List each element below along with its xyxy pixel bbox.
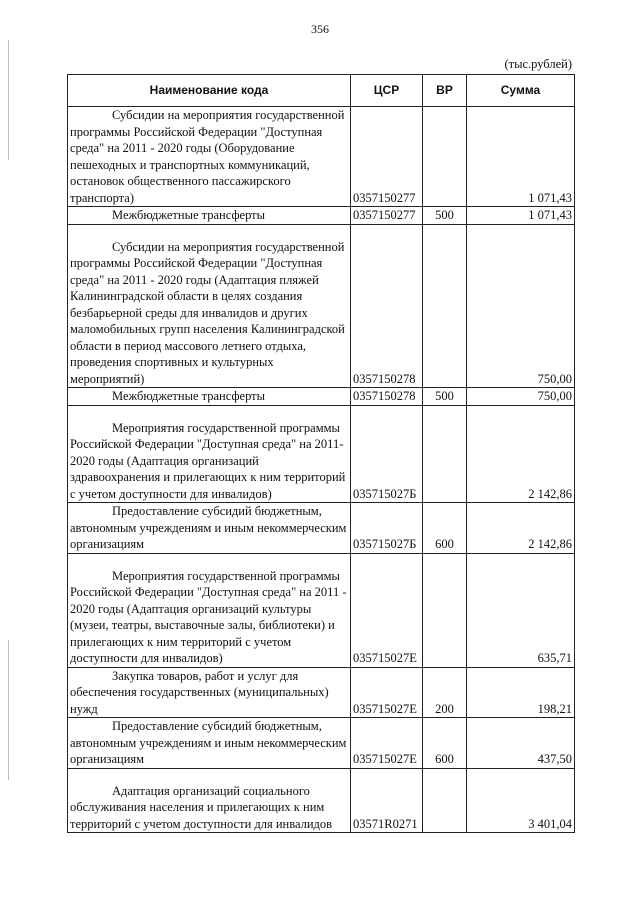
table-row <box>68 207 575 225</box>
spacer-row <box>68 768 575 783</box>
cell-sum: 2 142,86 <box>467 420 575 503</box>
cell-sum: 2 142,86 <box>467 503 575 554</box>
spacer-row <box>68 405 575 420</box>
spacer-cell <box>68 405 351 420</box>
spacer-cell <box>423 224 467 239</box>
cell-vr <box>423 239 467 388</box>
table-row <box>68 107 575 207</box>
cell-csr: 03571R0271 <box>351 783 423 833</box>
cell-sum: 3 401,04 <box>467 783 575 833</box>
cell-csr: 0357150278 <box>351 388 423 406</box>
spacer-cell <box>467 224 575 239</box>
cell-vr: 600 <box>423 718 467 769</box>
cell-vr: 500 <box>423 207 467 225</box>
cell-csr: 0357150277 <box>351 107 423 207</box>
cell-csr: 035715027Б <box>351 420 423 503</box>
table-row <box>68 718 575 769</box>
header-name: Наименование кода <box>68 75 351 107</box>
spacer-cell <box>68 224 351 239</box>
scan-edge-mark <box>8 640 9 780</box>
spacer-cell <box>423 405 467 420</box>
table-row <box>68 420 575 503</box>
budget-table <box>67 74 575 833</box>
cell-vr: 600 <box>423 503 467 554</box>
cell-name-text: Субсидии на мероприятия государственной программы Российской Федерации "Доступная среда" на 2011 - 2020 годы (Оборудование пешеходных и транспортных коммуникаций, остановок общественного пассажирского транспорта) <box>70 108 345 205</box>
spacer-cell <box>467 405 575 420</box>
cell-name <box>68 107 351 207</box>
table-row <box>68 503 575 554</box>
cell-name <box>68 718 351 769</box>
cell-name <box>68 783 351 833</box>
cell-name-text: Межбюджетные трансферты <box>112 389 266 403</box>
spacer-cell <box>351 224 423 239</box>
cell-vr: 500 <box>423 388 467 406</box>
scan-edge-mark <box>8 40 9 160</box>
cell-csr: 035715027Б <box>351 503 423 554</box>
cell-name-text: Предоставление субсидий бюджетным, автономным учреждениям и иным некоммерческим организациям <box>70 504 347 551</box>
cell-sum: 635,71 <box>467 568 575 668</box>
spacer-row <box>68 553 575 568</box>
table-header-row <box>68 75 575 107</box>
header-csr: ЦСР <box>351 75 423 107</box>
table-row <box>68 388 575 406</box>
spacer-row <box>68 224 575 239</box>
cell-name <box>68 388 351 406</box>
table-row <box>68 568 575 668</box>
header-sum: Сумма <box>467 75 575 107</box>
cell-sum: 750,00 <box>467 388 575 406</box>
units-label: (тыс.рублей) <box>504 57 572 71</box>
spacer-cell <box>423 768 467 783</box>
cell-csr: 035715027Е <box>351 667 423 718</box>
spacer-cell <box>423 553 467 568</box>
spacer-cell <box>68 553 351 568</box>
cell-vr <box>423 568 467 668</box>
cell-name <box>68 207 351 225</box>
spacer-cell <box>351 768 423 783</box>
cell-csr: 0357150278 <box>351 239 423 388</box>
page-number: 356 <box>311 22 329 36</box>
cell-name-text: Субсидии на мероприятия государственной программы Российской Федерации "Доступная среда" на 2011 - 2020 годы (Адаптация пляжей Калининградской области в целях создания безбарьерной среды для инвалидов и других маломобильных групп населения Калининградской области в период массового летнего отдыха, проведения спортивных и культурных мероприятий) <box>70 239 345 386</box>
cell-csr: 035715027Е <box>351 568 423 668</box>
cell-name <box>68 568 351 668</box>
cell-vr <box>423 783 467 833</box>
cell-vr <box>423 420 467 503</box>
cell-csr: 035715027Е <box>351 718 423 769</box>
cell-name <box>68 420 351 503</box>
cell-name-text: Межбюджетные трансферты <box>112 208 266 222</box>
cell-vr: 200 <box>423 667 467 718</box>
cell-name <box>68 667 351 718</box>
cell-name-text: Адаптация организаций социального обслуживания населения и прилегающих к ним территорий с учетом доступности для инвалидов <box>70 783 333 831</box>
spacer-cell <box>467 768 575 783</box>
table-row <box>68 783 575 833</box>
cell-csr: 0357150277 <box>351 207 423 225</box>
table-row <box>68 239 575 388</box>
cell-name-text: Закупка товаров, работ и услуг для обеспечения государственных (муниципальных) нужд <box>70 668 329 716</box>
cell-name-text: Мероприятия государственной программы Российской Федерации "Доступная среда" на 2011 - 2020 годы (Адаптация организаций культуры (музеи, театры, выставочные залы, библиотеки) и прилегающих к ним территорий с учетом доступности для инвалидов) <box>70 568 347 665</box>
table-body <box>68 107 575 833</box>
table-row <box>68 667 575 718</box>
cell-sum: 1 071,43 <box>467 107 575 207</box>
cell-name-text: Предоставление субсидий бюджетным, автономным учреждениям и иным некоммерческим организациям <box>70 719 347 766</box>
cell-sum: 1 071,43 <box>467 207 575 225</box>
spacer-cell <box>467 553 575 568</box>
header-vr: ВР <box>423 75 467 107</box>
cell-vr <box>423 107 467 207</box>
cell-sum: 198,21 <box>467 667 575 718</box>
cell-sum: 750,00 <box>467 239 575 388</box>
spacer-cell <box>351 553 423 568</box>
cell-name <box>68 503 351 554</box>
spacer-cell <box>351 405 423 420</box>
cell-sum: 437,50 <box>467 718 575 769</box>
spacer-cell <box>68 768 351 783</box>
cell-name-text: Мероприятия государственной программы Российской Федерации "Доступная среда" на 2011-2020 годы (Адаптация организаций здравоохранения и прилегающих к ним территорий с учетом доступности для инвалидов) <box>70 420 346 501</box>
cell-name <box>68 239 351 388</box>
